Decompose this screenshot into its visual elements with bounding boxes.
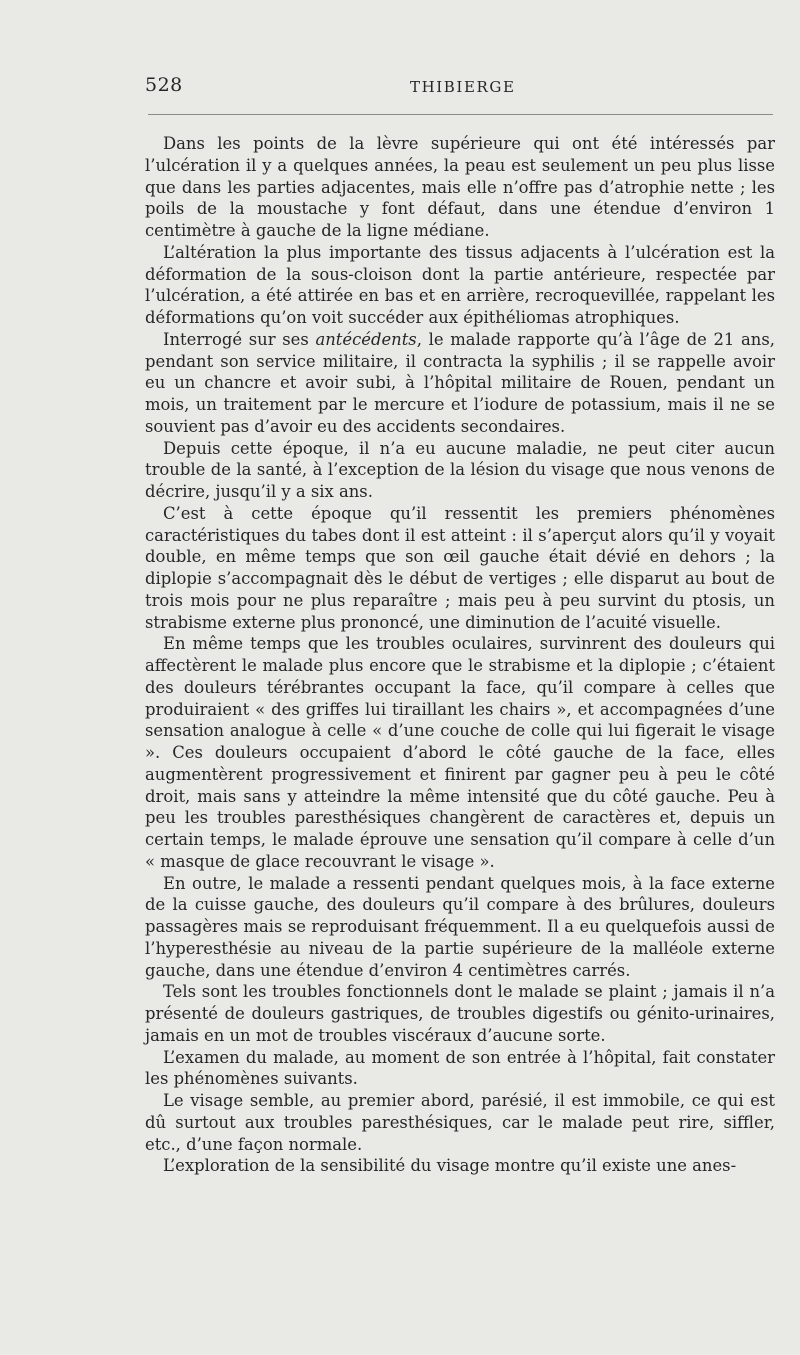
running-head: THIBIERGE: [410, 78, 516, 96]
header-rule: [148, 114, 773, 115]
paragraph: L’examen du malade, au moment de son entrée à l’hôpital, fait constater les phénomènes suivants.: [145, 1047, 775, 1089]
italic-term: antécédents: [315, 329, 417, 349]
paragraph: Dans les points de la lèvre supérieure qui ont été intéressés par l’ulcération il y a quelques années, la peau est seulement un peu plus lisse que dans les parties adjacentes, mais elle n’offre pas d’atrophie nette ; les poils de la moustache y font défaut, dans une étendue d’environ 1 centimètre à gauche de la ligne médiane.: [145, 134, 775, 240]
paragraph: En même temps que les troubles oculaires, survinrent des douleurs qui affectèrent le malade plus encore que le strabisme et la diplopie ; c’étaient des douleurs térébrantes occupant la face, qu’il compare à celles que produiraient « des griffes lui tiraillant les chairs », et accompagnées d’une sensation analogue à celle « d’une couche de colle qui lui figerait le visage ». Ces douleurs occupaient d’abord le côté gauche de la face, elles augmentèrent progressivement et finirent par gagner peu à peu le côté droit, mais sans y atteindre la même intensité que du côté gauche. Peu à peu les troubles paresthésiques changèrent de caractères et, depuis un certain temps, le malade éprouve une sensation qu’il compare à celle d’un « masque de glace recouvrant le visage ».: [145, 634, 775, 871]
paragraph: En outre, le malade a ressenti pendant quelques mois, à la face externe de la cuisse gauche, des douleurs qu’il compare à des brûlures, douleurs passagères mais se reproduisant fréquemment. Il a eu quelquefois aussi de l’hyperesthésie au niveau de la partie supérieure de la malléole externe gauche, dans une étendue d’environ 4 centimètres carrés.: [145, 873, 775, 980]
paragraph: [145, 329, 775, 438]
paragraph: C’est à cette époque qu’il ressentit les premiers phénomènes caractéristiques du tabes dont il est atteint : il s’aperçut alors qu’il y voyait double, en même temps que son œil gauche était dévié en dehors ; la diplopie s’accompagnait dès le début de vertiges ; elle disparut au bout de trois mois pour ne plus reparaître ; mais peu à peu survint du ptosis, un strabisme externe plus prononcé, une diminution de l’acuité visuelle.: [145, 503, 775, 632]
paragraph: Depuis cette époque, il n’a eu aucune maladie, ne peut citer aucun trouble de la santé, à l’exception de la lésion du visage que nous venons de décrire, jusqu’il y a six ans.: [145, 438, 775, 501]
paragraph: L’altération la plus importante des tissus adjacents à l’ulcération est la déformation de la sous-cloison dont la partie antérieure, respectée par l’ulcération, a été attirée en bas et en arrière, recroquevillée, rappelant les déformations qu’on voit succéder aux épithéliomas atrophiques.: [145, 242, 775, 327]
body-text: [145, 133, 775, 1177]
page-header: [145, 74, 775, 104]
paragraph-text: Interrogé sur ses: [163, 329, 316, 349]
paragraph: Le visage semble, au premier abord, parésié, il est immobile, ce qui est dû surtout aux troubles paresthésiques, car le malade peut rire, siffler, etc., d’une façon normale.: [145, 1091, 775, 1154]
page-number: 528: [145, 74, 183, 96]
paragraph-text: , le malade rapporte qu’à l’âge de 21 ans, pendant son service militaire, il contracta la syphilis ; il se rappelle avoir eu un chancre et avoir subi, à l’hôpital militaire de Rouen, pendant un mois, un traitement par le mercure et l’iodure de potassium, mais il ne se souvient pas d’avoir eu des accidents secondaires.: [145, 329, 775, 436]
paragraph: Tels sont les troubles fonctionnels dont le malade se plaint ; jamais il n’a présenté de douleurs gastriques, de troubles digestifs ou génito-urinaires, jamais en un mot de troubles viscéraux d’aucune sorte.: [145, 982, 775, 1045]
paragraph: L’exploration de la sensibilité du visage montre qu’il existe une anes-: [163, 1156, 737, 1176]
